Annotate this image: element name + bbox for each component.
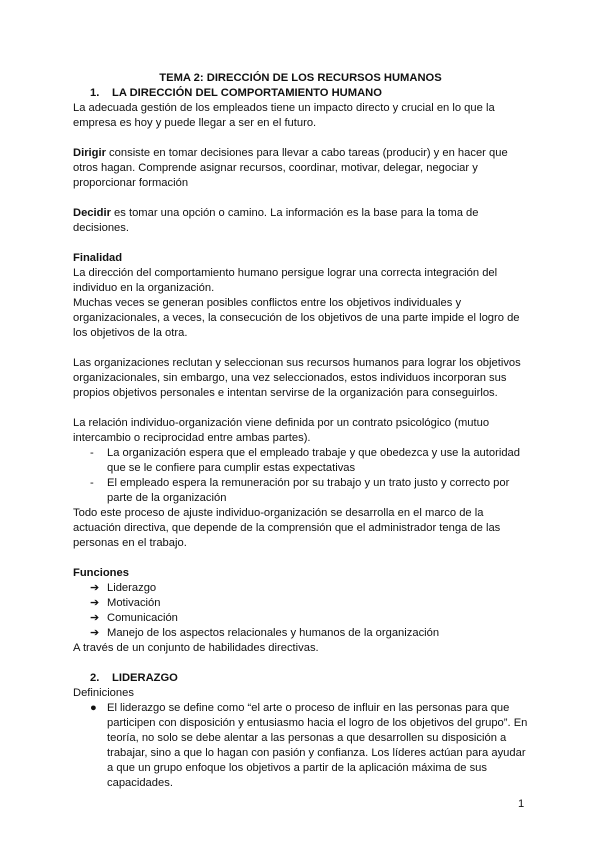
list-item — [90, 626, 528, 641]
definiciones-list — [73, 701, 528, 791]
list-item-text: Comunicación — [107, 612, 178, 624]
finalidad-heading — [73, 251, 528, 266]
bullet-icon: ● — [90, 702, 97, 714]
dash-marker: - — [90, 447, 94, 459]
list-item — [90, 476, 528, 506]
arrow-icon: ➔ — [90, 582, 100, 594]
list-item-text: Motivación — [107, 597, 161, 609]
dash-marker: - — [90, 477, 94, 489]
list-item — [90, 701, 528, 791]
decidir-paragraph — [73, 206, 528, 236]
funciones-list — [73, 581, 528, 641]
document-title: TEMA 2: DIRECCIÓN DE LOS RECURSOS HUMANOS — [159, 72, 442, 84]
ajuste-paragraph: Todo este proceso de ajuste individuo-organización se desarrolla en el marco de la actuación directiva, que depende de la comprensión que el administrador tenga de las personas en el trabajo. — [73, 507, 501, 549]
list-item — [90, 446, 528, 476]
finalidad-paragraph-2: Muchas veces se generan posibles conflictos entre los objetivos individuales y organizacionales, a veces, la consecución de los objetivos de una parte impide el logro de los objetivos de la otra. — [73, 297, 520, 339]
arrow-icon: ➔ — [90, 597, 100, 609]
arrow-icon: ➔ — [90, 627, 100, 639]
finalidad-paragraph-1: La dirección del comportamiento humano persigue lograr una correcta integración del individuo en la organización. — [73, 267, 498, 294]
section-heading-1 — [90, 86, 528, 101]
expectations-list — [73, 446, 528, 506]
dirigir-term: Dirigir — [73, 147, 106, 159]
section-heading-2 — [90, 671, 528, 686]
dirigir-text: consiste en tomar decisiones para llevar a cabo tareas (producir) y en hacer que otros hagan. Comprende asignar recursos, coordinar, motivar, delegar, negociar y proporcionar formación — [73, 147, 508, 189]
decidir-text: es tomar una opción o camino. La información es la base para la toma de decisiones. — [73, 207, 479, 234]
funciones-heading — [73, 566, 528, 581]
list-item-text: El empleado espera la remuneración por su trabajo y un trato justo y correcto por parte de la organización — [107, 477, 510, 504]
document-page — [73, 71, 528, 791]
finalidad-heading-text: Finalidad — [73, 252, 123, 264]
list-item — [90, 611, 528, 626]
definiciones-label: Definiciones — [73, 687, 134, 699]
section-title: LIDERAZGO — [112, 672, 178, 684]
funciones-heading-text: Funciones — [73, 567, 129, 579]
decidir-term: Decidir — [73, 207, 111, 219]
list-item-text: Liderazgo — [107, 582, 157, 594]
dirigir-paragraph — [73, 146, 528, 191]
section-number: 2. — [90, 672, 100, 684]
list-item-text: Manejo de los aspectos relacionales y humanos de la organización — [107, 627, 440, 639]
funciones-footer: A través de un conjunto de habilidades directivas. — [73, 642, 319, 654]
list-item — [90, 581, 528, 596]
contrato-paragraph: La relación individuo-organización viene definida por un contrato psicológico (mutuo intercambio o reciprocidad entre ambas partes). — [73, 417, 490, 444]
list-item-text: El liderazgo se define como “el arte o proceso de influir en las personas para que participen con disposición y entusiasmo hacia el logro de los objetivos del grupo”. En teoría, no solo se debe alentar a las personas a que desarrollen su disposición a trabajar, sino a que lo hagan con pasión y confianza. Los líderes actúan para ayudar a que un grupo enfoque los objetivos a partir de la aplicación máxima de sus capacidades. — [107, 702, 528, 789]
intro-paragraph: La adecuada gestión de los empleados tiene un impacto directo y crucial en lo que la empresa es hoy y puede llegar a ser en el futuro. — [73, 102, 495, 129]
finalidad-paragraph-3: Las organizaciones reclutan y seleccionan sus recursos humanos para lograr los objetivos organizacionales, sin embargo, una vez seleccionados, estos individuos incorporan sus propios objetivos personales e intentan servirse de la organización para conseguirlos. — [73, 357, 521, 399]
section-title: LA DIRECCIÓN DEL COMPORTAMIENTO HUMANO — [112, 87, 382, 99]
list-item-text: La organización espera que el empleado trabaje y que obedezca y use la autoridad que se le confiere para cumplir estas expectativas — [107, 447, 520, 474]
section-number: 1. — [90, 87, 100, 99]
list-item — [90, 596, 528, 611]
page-number: 1 — [518, 798, 525, 810]
arrow-icon: ➔ — [90, 612, 100, 624]
